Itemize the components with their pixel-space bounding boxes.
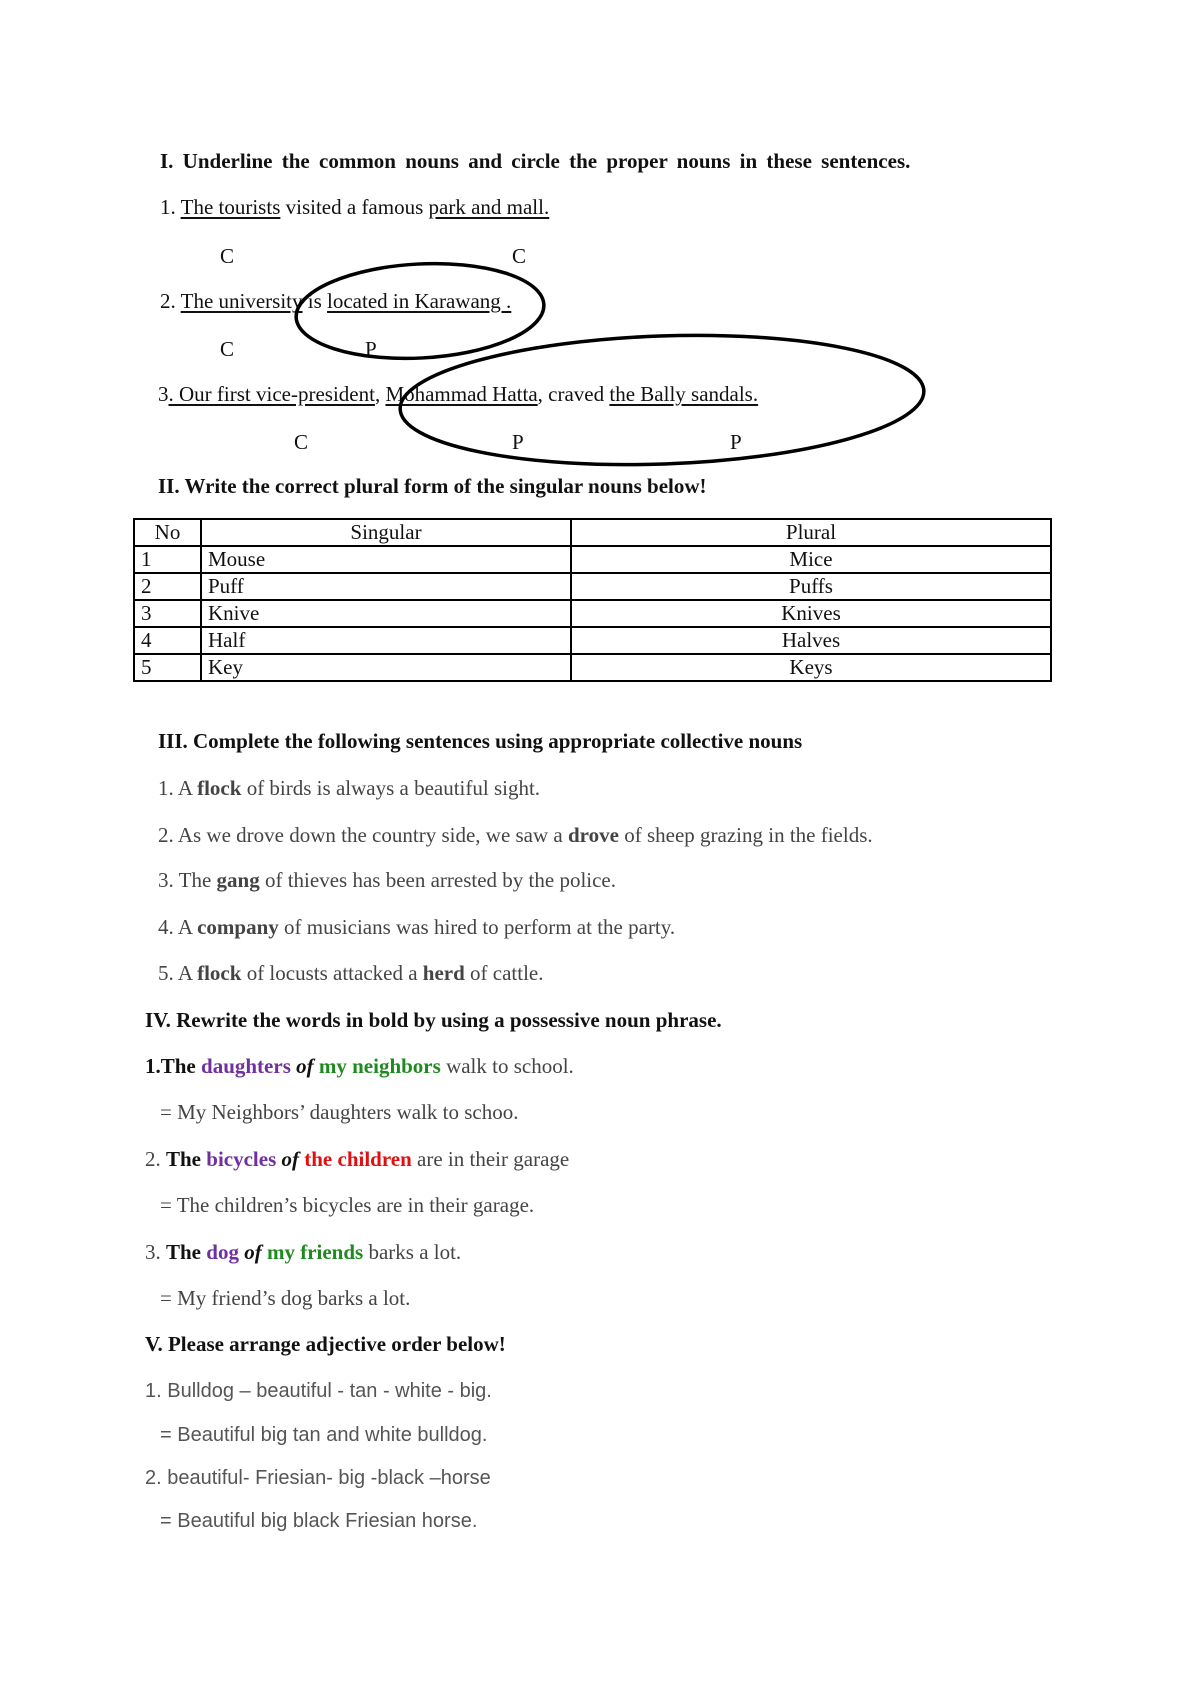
plural-cell: Halves xyxy=(571,627,1051,654)
adjective-question-1: 1. Bulldog – beautiful - tan - white - big. xyxy=(145,1380,492,1402)
collective-noun: gang xyxy=(216,868,260,892)
noun-label: C xyxy=(512,244,527,268)
sentence-text: 3. The xyxy=(158,868,217,892)
the-word: The xyxy=(166,1147,207,1171)
sentence-2 xyxy=(160,288,511,314)
adjective-question-2: 2. beautiful- Friesian- big -black –horse xyxy=(145,1467,491,1489)
of-word: of xyxy=(296,1054,314,1078)
possessive-question-2 xyxy=(145,1146,569,1172)
plural-cell: Mice xyxy=(571,546,1051,573)
singular-cell: Puff xyxy=(201,573,571,600)
plural-cell: Puffs xyxy=(571,573,1051,600)
row-number: 3 xyxy=(134,600,201,627)
possessive-answer-3: = My friend’s dog barks a lot. xyxy=(160,1286,411,1310)
of-word: of xyxy=(281,1147,299,1171)
sentence-text: of sheep grazing in the fields. xyxy=(618,823,873,847)
sentence-text: of birds is always a beautiful sight. xyxy=(241,776,541,800)
possessive-answer-2: = The children’s bicycles are in their garage. xyxy=(160,1193,535,1217)
collective-sentence-2 xyxy=(158,822,873,848)
possessive-question-1 xyxy=(145,1053,574,1079)
sentence-text: of thieves has been arrested by the police. xyxy=(259,868,617,892)
collective-noun: herd xyxy=(422,961,465,985)
possessor-noun: my neighbors xyxy=(318,1054,441,1078)
question-number: 2. xyxy=(145,1147,166,1171)
sentence-text: of locusts attacked a xyxy=(241,961,423,985)
column-header: Singular xyxy=(201,519,571,546)
sentence-text: barks a lot. xyxy=(363,1240,462,1264)
table-row xyxy=(134,600,1051,627)
common-noun: . Our first vice-president xyxy=(168,382,375,406)
sentence-number: 1. xyxy=(160,195,181,219)
section-4-heading: IV. Rewrite the words in bold by using a possessive noun phrase. xyxy=(145,1008,722,1032)
singular-cell: Half xyxy=(201,627,571,654)
section-3-heading: III. Complete the following sentences using appropriate collective nouns xyxy=(158,729,803,753)
sentence-text: 4. A xyxy=(158,915,198,939)
collective-noun: company xyxy=(197,915,279,939)
table-row xyxy=(134,627,1051,654)
possessive-answer-1: = My Neighbors’ daughters walk to schoo. xyxy=(160,1100,519,1124)
common-noun: The university xyxy=(180,289,303,313)
table-row xyxy=(134,546,1051,573)
possessor-noun: the children xyxy=(304,1147,412,1171)
possessive-question-3 xyxy=(145,1239,461,1265)
adjective-answer-1: = Beautiful big tan and white bulldog. xyxy=(160,1424,488,1446)
noun-label: P xyxy=(512,430,524,454)
sentence-text: 5. A xyxy=(158,961,198,985)
proper-noun: located in Karawang . xyxy=(327,289,512,313)
row-number: 4 xyxy=(134,627,201,654)
possessor-noun: my friends xyxy=(266,1240,364,1264)
sentence-text: is xyxy=(302,289,328,313)
question-number: 1.The xyxy=(145,1054,202,1078)
sentence-text: walk to school. xyxy=(440,1054,574,1078)
table-header-row xyxy=(134,519,1051,546)
collective-sentence-4 xyxy=(158,914,675,940)
collective-noun: flock xyxy=(197,961,242,985)
noun-label: C xyxy=(294,430,309,454)
sentence-text: of cattle. xyxy=(464,961,544,985)
section-5-heading: V. Please arrange adjective order below! xyxy=(145,1332,506,1356)
the-word: The xyxy=(166,1240,207,1264)
collective-sentence-5 xyxy=(158,960,544,986)
noun-label: C xyxy=(220,244,235,268)
sentence-text: , craved xyxy=(537,382,610,406)
singular-cell: Knive xyxy=(201,600,571,627)
singular-cell: Key xyxy=(201,654,571,681)
singular-cell: Mouse xyxy=(201,546,571,573)
plural-cell: Knives xyxy=(571,600,1051,627)
possessed-noun: dog xyxy=(206,1240,239,1264)
common-noun: park and mall. xyxy=(428,195,550,219)
question-number: 3. xyxy=(145,1240,166,1264)
noun-label: C xyxy=(220,337,235,361)
sentence-3 xyxy=(158,381,758,407)
adjective-answer-2: = Beautiful big black Friesian horse. xyxy=(160,1510,478,1532)
proper-noun: Mohammad Hatta xyxy=(385,382,538,406)
sentence-text: 1. A xyxy=(158,776,198,800)
column-header: No xyxy=(134,519,201,546)
common-noun: The tourists xyxy=(180,195,281,219)
section-2-heading: II. Write the correct plural form of the singular nouns below! xyxy=(158,474,707,498)
sentence-1 xyxy=(160,194,549,220)
noun-label: P xyxy=(730,430,742,454)
collective-sentence-1 xyxy=(158,775,540,801)
possessed-noun: daughters xyxy=(201,1054,291,1078)
section-1-heading: I. Underline the common nouns and circle the proper nouns in these sentences. xyxy=(160,149,911,173)
proper-noun: the Bally sandals. xyxy=(609,382,759,406)
plural-cell: Keys xyxy=(571,654,1051,681)
sentence-text: , xyxy=(374,382,386,406)
of-word: of xyxy=(244,1240,262,1264)
sentence-text: are in their garage xyxy=(411,1147,570,1171)
table-row xyxy=(134,573,1051,600)
table-row xyxy=(134,654,1051,681)
sentence-text: of musicians was hired to perform at the party. xyxy=(278,915,676,939)
row-number: 1 xyxy=(134,546,201,573)
plural-table xyxy=(133,518,1052,682)
sentence-number: 2. xyxy=(160,289,181,313)
sentence-text: visited a famous xyxy=(280,195,429,219)
noun-label: P xyxy=(365,337,377,361)
collective-noun: drove xyxy=(568,823,619,847)
column-header: Plural xyxy=(571,519,1051,546)
sentence-number: 3 xyxy=(158,382,169,406)
sentence-text: 2. As we drove down the country side, we saw a xyxy=(158,823,568,847)
row-number: 5 xyxy=(134,654,201,681)
collective-sentence-3 xyxy=(158,867,616,893)
row-number: 2 xyxy=(134,573,201,600)
possessed-noun: bicycles xyxy=(206,1147,277,1171)
collective-noun: flock xyxy=(197,776,242,800)
